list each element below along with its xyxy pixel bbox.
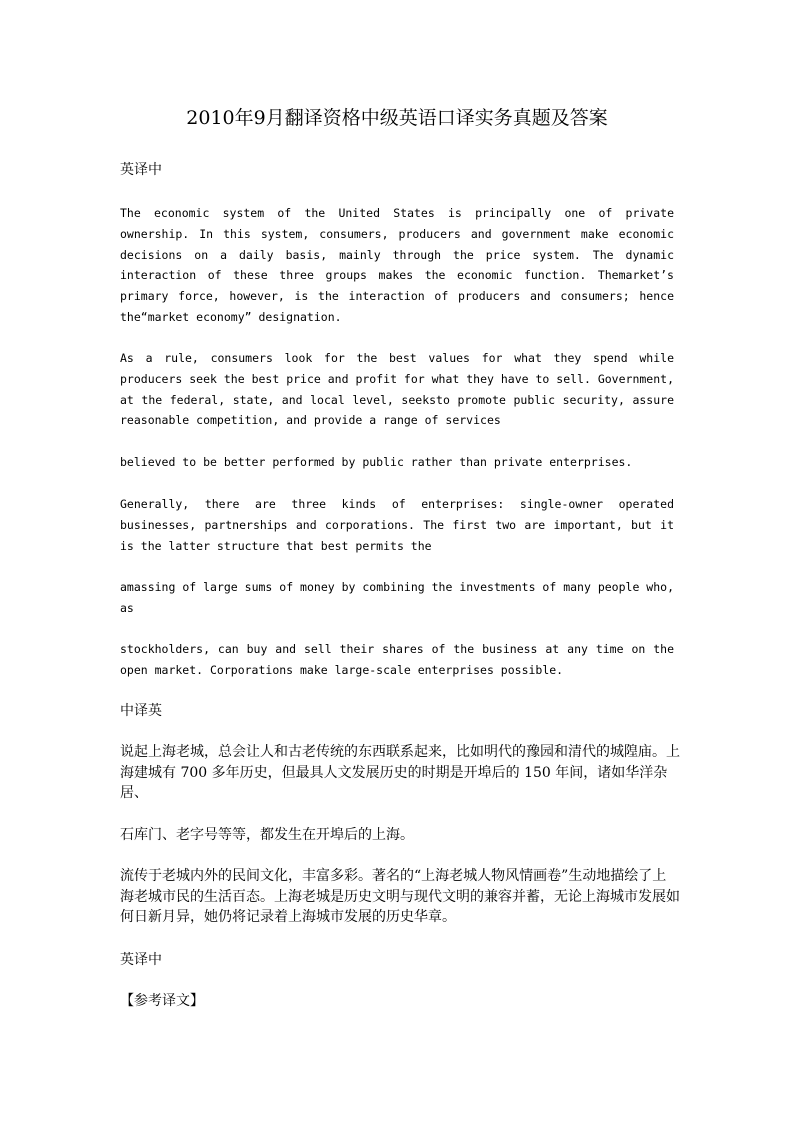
en-paragraph-1: The economic system of the United States is principally one of private ownership. In this system, consumers, producers and government make economic decisions on a daily basis, mainly through the price system. The dynamic interaction of these three groups makes the economic function. Themarket’s primary force, however, is the interaction of producers and consumers; hence the“market economy” designation.	[120, 206, 674, 324]
en-paragraph-2: As a rule, consumers look for the best values for what they spend while producers seek the best price and profit for what they have to sell. Government, at the federal, state, and local level, seeksto promote public security, assure reasonable competition, and provide a range of services	[120, 351, 674, 428]
en-paragraph-6: stockholders, can buy and sell their shares of the business at any time on the open market. Corporations make large-scale enterprises possible.	[120, 642, 674, 677]
reference-translation-label: 【参考译文】	[120, 993, 204, 1009]
zh-paragraph-2: 石库门、老字号等等，都发生在开埠后的上海。	[120, 827, 414, 843]
section-heading-en-to-zh: 英译中	[120, 162, 162, 178]
document-title: 2010年9月翻译资格中级英语口译实务真题及答案	[186, 107, 608, 129]
section-heading-en-to-zh-answer: 英译中	[120, 952, 162, 968]
en-paragraph-3: believed to be better performed by public rather than private enterprises.	[120, 455, 633, 469]
section-heading-zh-to-en: 中译英	[120, 703, 162, 719]
zh-paragraph-3: 流传于老城内外的民间文化，丰富多彩。著名的“上海老城人物风情画卷”生动地描绘了上海老城市民的生活百态。上海老城是历史文明与现代文明的兼容并蓄，无论上海城市发展如何日新月异，她仍将记录着上海城市发展的历史华章。	[120, 868, 680, 926]
zh-paragraph-1: 说起上海老城，总会让人和古老传统的东西联系起来，比如明代的豫园和清代的城隍庙。上海建城有 700 多年历史，但最具人文发展历史的时期是开埠后的 150 年间，诸如华洋杂居、	[120, 744, 680, 802]
en-paragraph-5: amassing of large sums of money by combining the investments of many people who, as	[120, 580, 674, 615]
en-paragraph-4: Generally, there are three kinds of enterprises: single-owner operated businesses, partnerships and corporations. The first two are important, but it is the latter structure that best permits the	[120, 497, 674, 553]
